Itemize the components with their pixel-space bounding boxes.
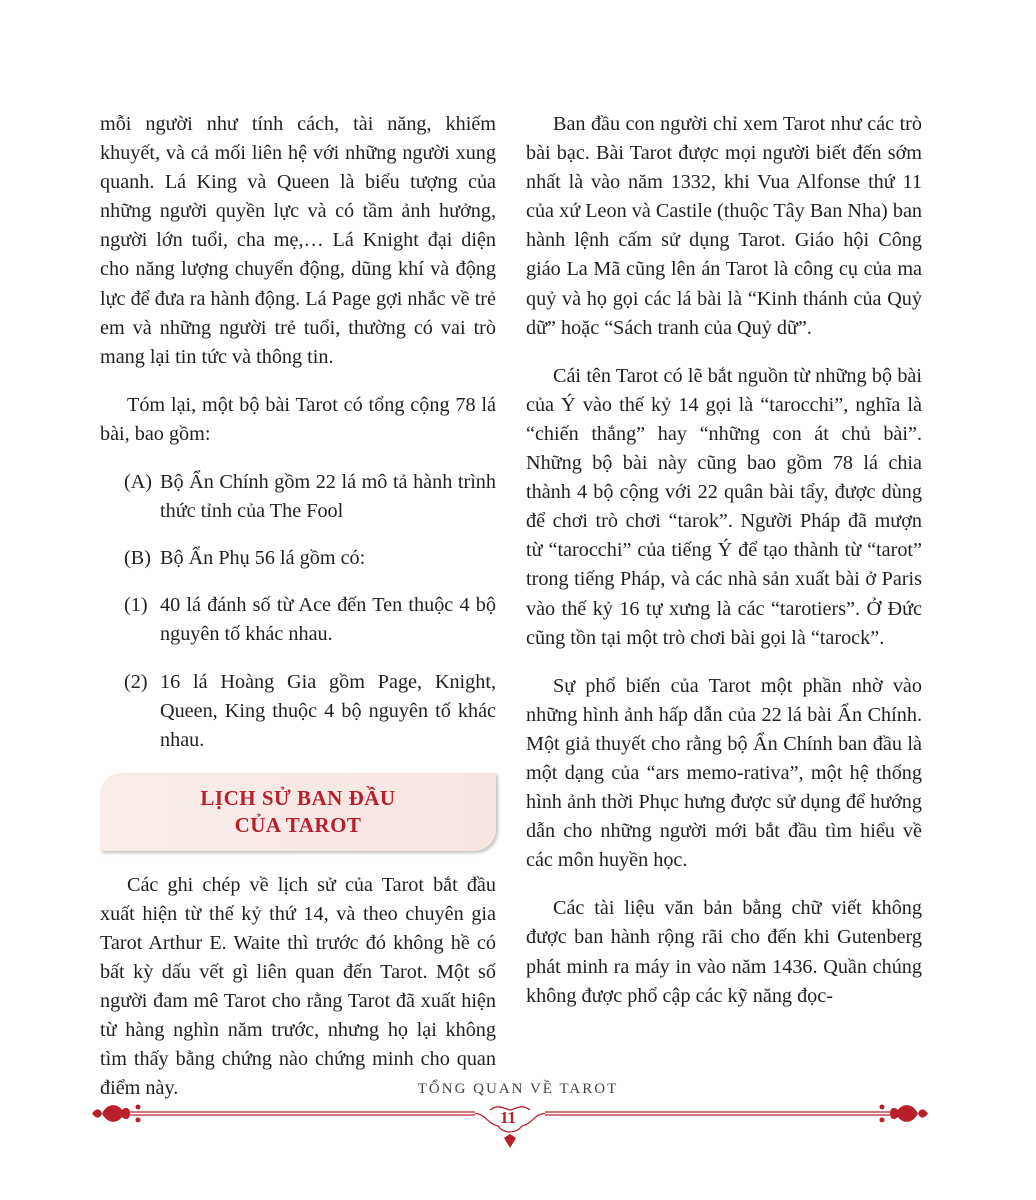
section-heading-line-1: LỊCH SỬ BAN ĐẦU xyxy=(200,785,396,810)
list-marker: (2) xyxy=(124,670,148,693)
right-paragraph-4: Các tài liệu văn bản bằng chữ viết không được ban hành rộng rãi cho đến khi Gutenberg phát minh ra máy in vào năm 1436. Quần chúng không được phổ cập các kỹ năng đọc- xyxy=(526,897,922,1007)
list-text: 16 lá Hoàng Gia gồm Page, Knight, Queen, King thuộc 4 bộ nguyên tố khác nhau. xyxy=(160,670,496,751)
left-paragraph-2: Tóm lại, một bộ bài Tarot có tổng cộng 78 lá bài, bao gồm: xyxy=(100,393,496,445)
right-column xyxy=(526,110,922,1030)
list-marker: (A) xyxy=(124,471,153,494)
left-column xyxy=(100,110,496,1123)
section-heading xyxy=(100,773,496,851)
list-marker: (B) xyxy=(124,547,151,570)
list-text: Bộ Ẩn Phụ 56 lá gồm có: xyxy=(160,547,366,570)
list-item xyxy=(100,468,496,526)
left-paragraph-3: Các ghi chép về lịch sử của Tarot bắt đầu xuất hiện từ thế kỷ thứ 14, và theo chuyên gia Tarot Arthur E. Waite thì trước đó không hề có bất kỳ dấu vết gì liên quan đến Tarot. Một số người đam mê Tarot cho rằng Tarot đã xuất hiện từ hàng nghìn năm trước, nhưng họ lại không tìm thấy bằng chứng nào chứng minh cho quan điểm này. xyxy=(100,873,496,1100)
list-marker: (1) xyxy=(124,594,148,617)
list-text: 40 lá đánh số từ Ace đến Ten thuộc 4 bộ nguyên tố khác nhau. xyxy=(160,594,496,646)
right-paragraph-3: Sự phổ biến của Tarot một phần nhờ vào những hình ảnh hấp dẫn của 22 lá bài Ẩn Chính. Một giả thuyết cho rằng bộ Ẩn Chính ban đầu là một dạng của “ars memo-rativa”, một hệ thống hình ảnh thời Phục hưng được sử dụng để hướng dẫn cho những người mới bắt đầu tìm hiểu về các môn huyền học. xyxy=(526,674,922,872)
list-item xyxy=(100,591,496,649)
section-heading-line-2: CỦA TAROT xyxy=(234,812,362,837)
running-footer-title: TỔNG QUAN VỀ TAROT xyxy=(417,1081,619,1097)
list-text: Bộ Ẩn Chính gồm 22 lá mô tả hành trình thức tỉnh của The Fool xyxy=(160,471,496,523)
right-paragraph-1: Ban đầu con người chỉ xem Tarot như các trò bài bạc. Bài Tarot được mọi người biết đến sớm nhất là vào năm 1332, khi Vua Alfonse thứ 11 của xứ Leon và Castile (thuộc Tây Ban Nha) ban hành lệnh cấm sử dụng Tarot. Giáo hội Công giáo La Mã cũng lên án Tarot là công cụ của ma quỷ và họ gọi các lá bài là “Kinh thánh của Quỷ dữ” hoặc “Sách tranh của Quỷ dữ”. xyxy=(526,113,922,339)
left-paragraph-1: mỗi người như tính cách, tài năng, khiếm khuyết, và cả mối liên hệ với những người xung quanh. Lá King và Queen là biểu tượng của những người quyền lực và có tầm ảnh hưởng, người lớn tuổi, cha mẹ,… Lá Knight đại diện cho năng lượng chuyển động, dũng khí và động lực để đưa ra hành động. Lá Page gợi nhắc về trẻ em và những người trẻ tuổi, thường có vai trò mang lại tin tức và thông tin. xyxy=(100,113,496,368)
page-number: 11 xyxy=(499,1108,517,1127)
list-item xyxy=(100,668,496,755)
right-paragraph-2: Cái tên Tarot có lẽ bắt nguồn từ những bộ bài của Ý vào thế kỷ 14 gọi là “tarocchi”, nghĩa là “chiến thắng” hay “những con át chủ bài”. Những bộ bài này cũng bao gồm 78 lá chia thành 4 bộ cộng với 22 quân bài tẩy, được dùng để chơi trò chơi “tarok”. Người Pháp đã mượn từ “tarocchi” của tiếng Ý để tạo thành từ “tarot” trong tiếng Pháp, và các nhà sản xuất bài ở Paris vào thế kỷ 16 tự xưng là các “tarotiers”. Ở Đức cũng tồn tại một trò chơi bài gọi là “tarock”. xyxy=(526,364,922,649)
list-item xyxy=(100,544,496,573)
